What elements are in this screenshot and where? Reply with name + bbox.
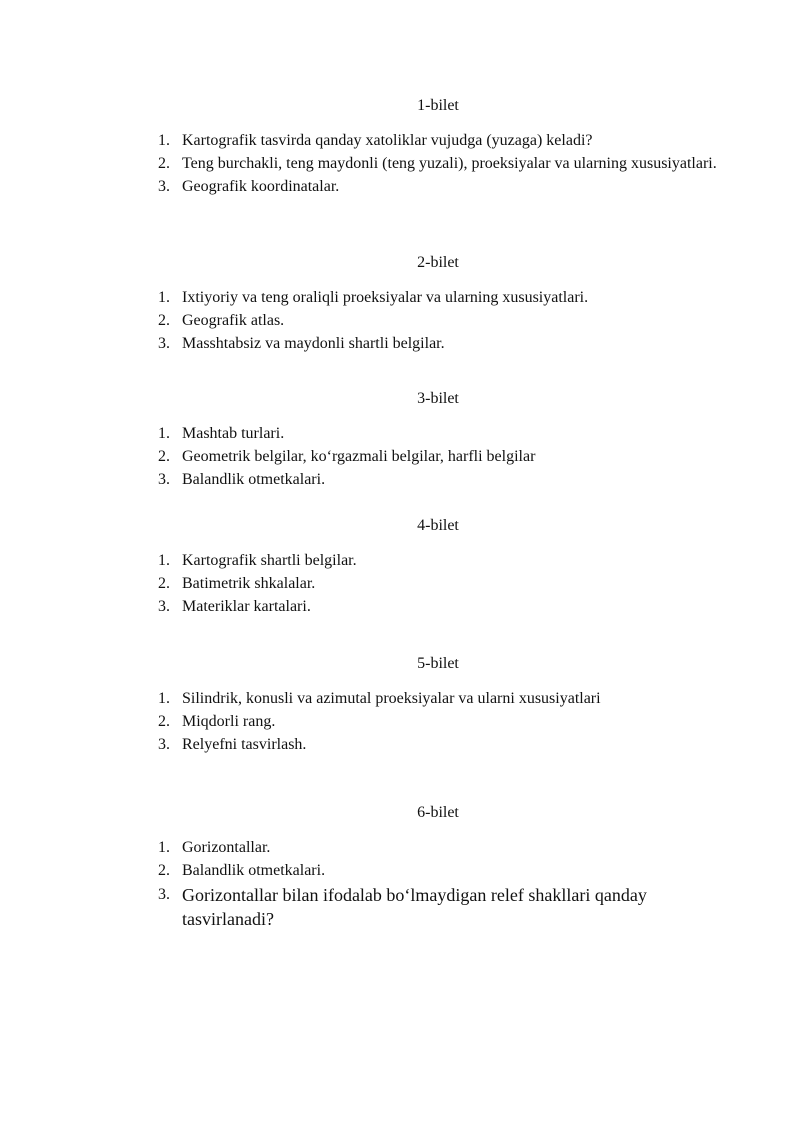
- ticket-title: 1-bilet: [417, 97, 459, 114]
- question-item: [158, 153, 718, 175]
- question-number: 2.: [158, 155, 170, 172]
- ticket-title: 3-bilet: [417, 390, 459, 407]
- ticket-4: [158, 516, 718, 619]
- question-number: 1.: [158, 839, 170, 856]
- question-number: 2.: [158, 448, 170, 465]
- ticket-title: 4-bilet: [417, 517, 459, 534]
- question-list: [158, 837, 718, 931]
- question-item: [158, 596, 718, 618]
- ticket-6: [158, 803, 718, 932]
- question-text: Mashtab turlari.: [182, 425, 285, 442]
- question-text: Batimetrik shkalalar.: [182, 575, 316, 592]
- question-text: Masshtabsiz va maydonli shartli belgilar.: [182, 335, 445, 352]
- question-number: 2.: [158, 713, 170, 730]
- question-list: [158, 688, 718, 756]
- question-text: Geografik atlas.: [182, 312, 285, 329]
- question-text: Balandlik otmetkalari.: [182, 471, 326, 488]
- question-text: Kartografik tasvirda qanday xatoliklar vujudga (yuzaga) keladi?: [182, 132, 593, 149]
- question-item: [158, 734, 718, 756]
- question-item: [158, 469, 718, 491]
- question-item: [158, 860, 718, 882]
- question-number: 1.: [158, 289, 170, 306]
- question-list: [158, 287, 718, 355]
- question-item: [158, 287, 718, 309]
- ticket-title: 5-bilet: [417, 655, 459, 672]
- question-item: [158, 446, 718, 468]
- question-number: 2.: [158, 312, 170, 329]
- question-number: 3.: [158, 598, 170, 615]
- question-item: [158, 573, 718, 595]
- question-number: 1.: [158, 425, 170, 442]
- question-text: Balandlik otmetkalari.: [182, 862, 326, 879]
- ticket-3: [158, 389, 718, 492]
- question-item: [158, 310, 718, 332]
- question-list: [158, 130, 718, 198]
- question-number: 1.: [158, 690, 170, 707]
- question-text: Miqdorli rang.: [182, 713, 276, 730]
- ticket-2: [158, 253, 718, 356]
- question-item: [158, 333, 718, 355]
- question-item: [158, 423, 718, 445]
- question-text: Silindrik, konusli va azimutal proeksiyalar va ularni xususiyatlari: [182, 690, 601, 707]
- question-text: Gorizontallar.: [182, 839, 271, 856]
- question-text: Relyefni tasvirlash.: [182, 736, 307, 753]
- question-number: 3.: [158, 886, 170, 903]
- question-text: Gorizontallar bilan ifodalab bo‘lmaydigan relef shakllari qanday tasvirlanadi?: [182, 885, 647, 929]
- question-number: 2.: [158, 575, 170, 592]
- question-item: [158, 883, 718, 931]
- ticket-title: 6-bilet: [417, 804, 459, 821]
- question-item: [158, 550, 718, 572]
- question-number: 1.: [158, 552, 170, 569]
- question-number: 3.: [158, 736, 170, 753]
- question-item: [158, 176, 718, 198]
- question-list: [158, 550, 718, 618]
- ticket-5: [158, 654, 718, 757]
- ticket-1: [158, 96, 718, 199]
- question-text: Teng burchakli, teng maydonli (teng yuzali), proeksiyalar va ularning xususiyatlari.: [182, 155, 717, 172]
- ticket-title: 2-bilet: [417, 254, 459, 271]
- question-number: 3.: [158, 335, 170, 352]
- question-item: [158, 711, 718, 733]
- question-number: 3.: [158, 471, 170, 488]
- question-text: Geometrik belgilar, ko‘rgazmali belgilar, harfli belgilar: [182, 448, 536, 465]
- question-text: Materiklar kartalari.: [182, 598, 311, 615]
- question-item: [158, 688, 718, 710]
- question-number: 1.: [158, 132, 170, 149]
- question-text: Ixtiyoriy va teng oraliqli proeksiyalar va ularning xususiyatlari.: [182, 289, 589, 306]
- question-list: [158, 423, 718, 491]
- question-number: 3.: [158, 178, 170, 195]
- question-text: Geografik koordinatalar.: [182, 178, 340, 195]
- question-text: Kartografik shartli belgilar.: [182, 552, 357, 569]
- question-item: [158, 837, 718, 859]
- question-item: [158, 130, 718, 152]
- question-number: 2.: [158, 862, 170, 879]
